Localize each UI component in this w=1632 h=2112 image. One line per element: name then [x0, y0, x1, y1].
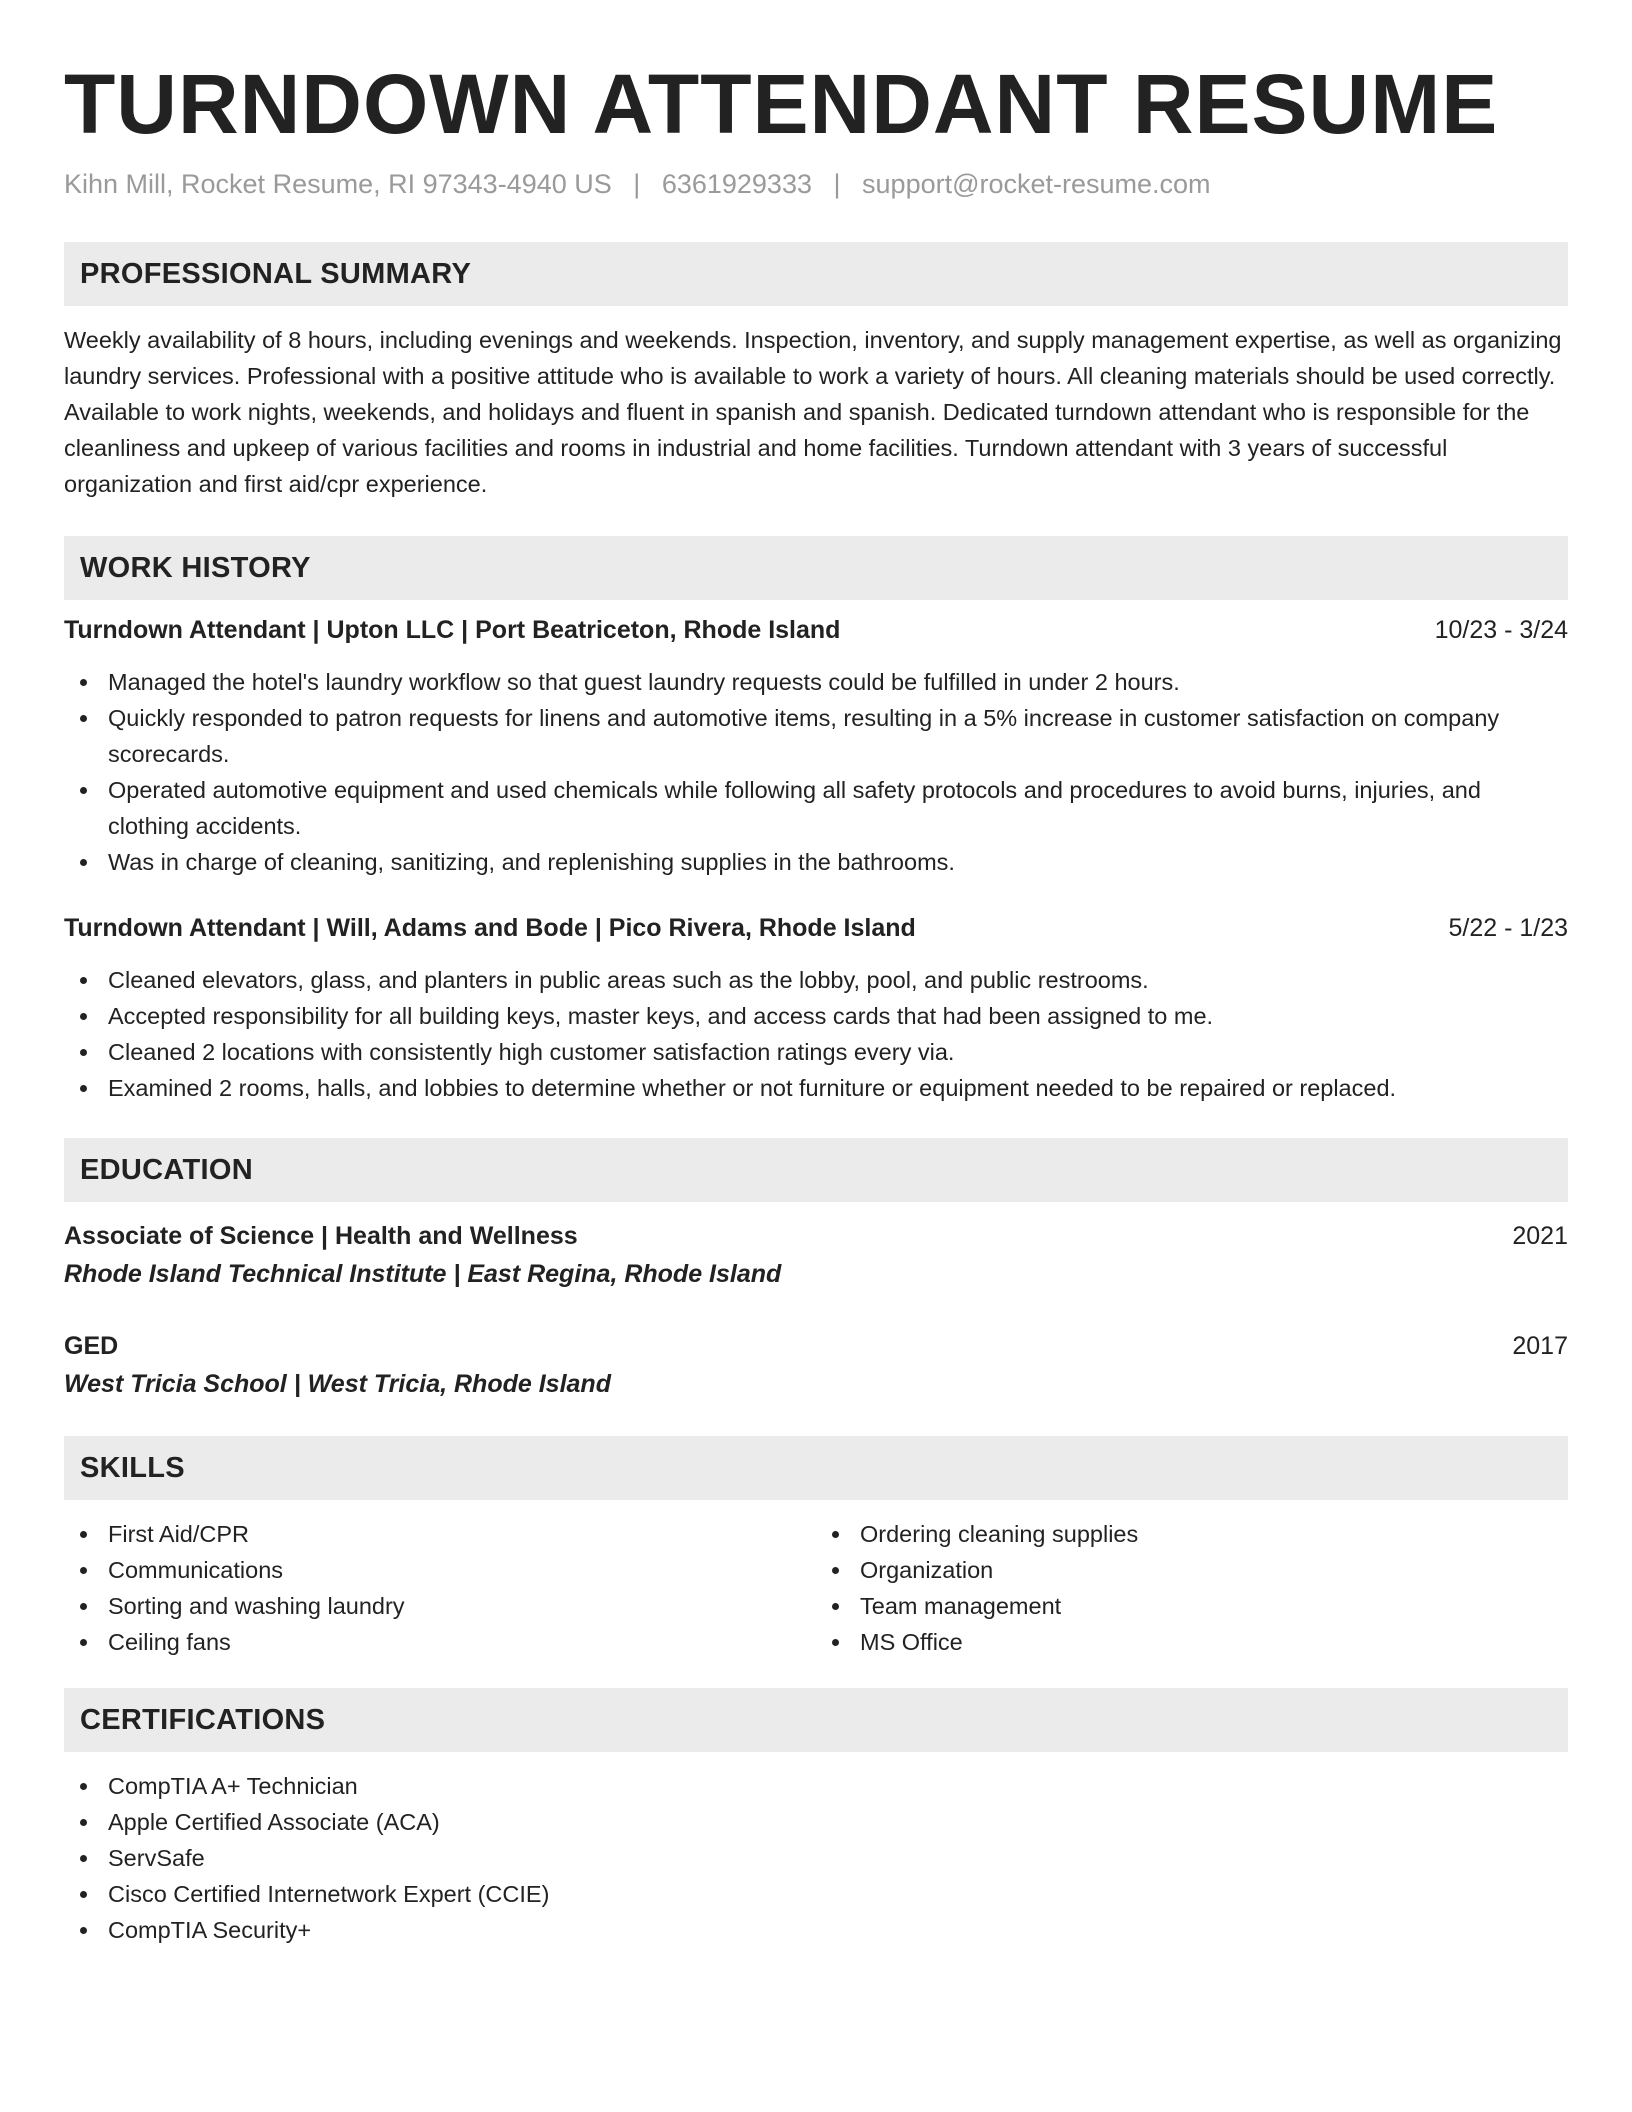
skill-item: MS Office	[816, 1624, 1568, 1660]
education-degree: Associate of Science | Health and Wellness	[64, 1222, 578, 1250]
contact-separator: |	[833, 169, 841, 199]
job-title: Turndown Attendant | Will, Adams and Bode | Pico Rivera, Rhode Island	[64, 914, 916, 942]
contact-address: Kihn Mill, Rocket Resume, RI 97343-4940 US	[64, 169, 612, 199]
skill-item: Ceiling fans	[64, 1624, 816, 1660]
education-degree: GED	[64, 1332, 119, 1360]
job-header	[64, 612, 1568, 648]
section-header-certifications: CERTIFICATIONS	[64, 1688, 1568, 1752]
job-bullet: Managed the hotel's laundry workflow so that guest laundry requests could be fulfilled in under 2 hours.	[64, 664, 1568, 700]
job-bullet: Cleaned elevators, glass, and planters in public areas such as the lobby, pool, and public restrooms.	[64, 962, 1568, 998]
contact-phone: 6361929333	[661, 169, 812, 199]
job-bullet: Accepted responsibility for all building keys, master keys, and access cards that had been assigned to me.	[64, 998, 1568, 1034]
certification-item: CompTIA Security+	[64, 1912, 1568, 1948]
section-header-education: EDUCATION	[64, 1138, 1568, 1202]
job-bullet: Operated automotive equipment and used chemicals while following all safety protocols and procedures to avoid burns, injuries, and clothing accidents.	[64, 772, 1568, 844]
job-bullet: Quickly responded to patron requests for linens and automotive items, resulting in a 5% increase in customer satisfaction on company scorecards.	[64, 700, 1568, 772]
education-year: 2017	[1512, 1332, 1568, 1360]
contact-line	[64, 166, 1568, 202]
section-header-work-history: WORK HISTORY	[64, 536, 1568, 600]
skill-item: Communications	[64, 1552, 816, 1588]
job-dates: 10/23 - 3/24	[1434, 616, 1568, 644]
skill-item: Team management	[816, 1588, 1568, 1624]
certification-item: Apple Certified Associate (ACA)	[64, 1804, 1568, 1840]
job-bullets	[64, 664, 1568, 880]
skills-list	[64, 1516, 1568, 1660]
job-dates: 5/22 - 1/23	[1448, 914, 1568, 942]
education-school: West Tricia School | West Tricia, Rhode Island	[64, 1370, 611, 1398]
job-bullet: Cleaned 2 locations with consistently high customer satisfaction ratings every via.	[64, 1034, 1568, 1070]
resume-title: TURNDOWN ATTENDANT RESUME	[64, 57, 1499, 151]
job-bullet: Was in charge of cleaning, sanitizing, and replenishing supplies in the bathrooms.	[64, 844, 1568, 880]
skills-column-left	[64, 1516, 816, 1660]
section-header-summary: PROFESSIONAL SUMMARY	[64, 242, 1568, 306]
job-bullets	[64, 962, 1568, 1106]
job-entry	[64, 612, 1568, 880]
job-title: Turndown Attendant | Upton LLC | Port Beatriceton, Rhode Island	[64, 616, 841, 644]
certification-item: Cisco Certified Internetwork Expert (CCIE)	[64, 1876, 1568, 1912]
education-entry	[64, 1218, 1568, 1292]
skill-item: Ordering cleaning supplies	[816, 1516, 1568, 1552]
skills-column-right	[816, 1516, 1568, 1660]
summary-text: Weekly availability of 8 hours, including evenings and weekends. Inspection, inventory, and supply management expertise, as well as organizing laundry services. Professional with a positive attitude who is available to work a variety of hours. All cleaning materials should be used correctly. Available to work nights, weekends, and holidays and fluent in spanish and spanish. Dedicated turndown attendant who is responsible for the cleanliness and upkeep of various facilities and rooms in industrial and home facilities. Turndown attendant with 3 years of successful organization and first aid/cpr experience.	[64, 327, 1562, 497]
contact-separator: |	[633, 169, 641, 199]
skill-item: Organization	[816, 1552, 1568, 1588]
education-year: 2021	[1512, 1222, 1568, 1250]
job-header	[64, 910, 1568, 946]
skill-item: Sorting and washing laundry	[64, 1588, 816, 1624]
job-bullet: Examined 2 rooms, halls, and lobbies to determine whether or not furniture or equipment needed to be repaired or replaced.	[64, 1070, 1568, 1106]
skill-item: First Aid/CPR	[64, 1516, 816, 1552]
certifications-list	[64, 1768, 1568, 1948]
job-entry	[64, 910, 1568, 1106]
certification-item: ServSafe	[64, 1840, 1568, 1876]
education-header	[64, 1328, 1568, 1364]
section-header-skills: SKILLS	[64, 1436, 1568, 1500]
certification-item: CompTIA A+ Technician	[64, 1768, 1568, 1804]
education-header	[64, 1218, 1568, 1254]
education-school: Rhode Island Technical Institute | East Regina, Rhode Island	[64, 1260, 782, 1288]
contact-email: support@rocket-resume.com	[862, 169, 1211, 199]
education-entry	[64, 1328, 1568, 1402]
